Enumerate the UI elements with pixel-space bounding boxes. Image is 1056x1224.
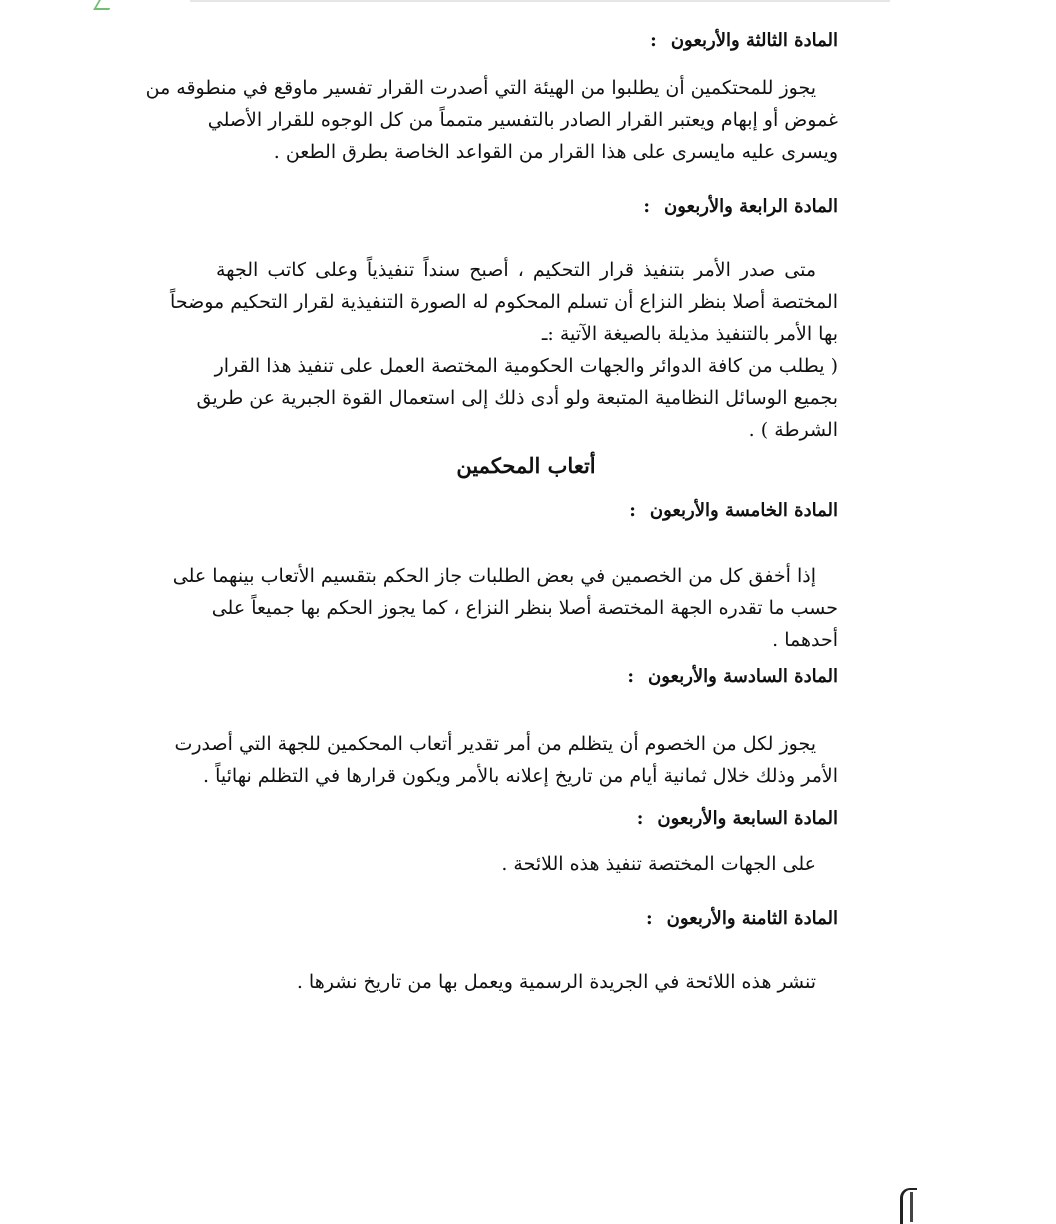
article-45-body: إذا أخفق كل من الخصمين في بعض الطلبات جاز الحكم بتقسيم الأتعاب بينهما على حسب ما تقدره الجهة المختصة أصلا بنظر النزاع ، كما يجوز الحكم بها جميعاً على أحدهما .: [172, 565, 838, 651]
scan-edge-mark: [910, 1192, 913, 1222]
article-45-heading: المادة الخامسة والأربعون:: [629, 500, 838, 521]
article-43-heading: المادة الثالثة والأربعون:: [650, 30, 838, 51]
article-48-heading: المادة الثامنة والأربعون:: [646, 908, 838, 929]
scan-bracket-mark: [900, 1188, 917, 1224]
article-44-body: متى صدر الأمر بتنفيذ قرار التحكيم ، أصبح سنداً تنفيذياً وعلى كاتب الجهة المختصة أصلا بنظر النزاع أن تسلم المحكوم له الصورة التنفيذية لقرار التحكيم موضحاً بها الأمر بالتنفيذ مذيلة بالصيغة الآتية :ـ ( يطلب من كافة الدوائر والجهات الحكومية المختصة العمل على تنفيذ هذا القرار بجميع الوسائل النظامية المتبعة ولو أدى ذلك إلى استعمال القوة الجبرية عن طريق الشرطة ) .: [170, 259, 838, 441]
article-43-body: يجوز للمحتكمين أن يطلبوا من الهيئة التي أصدرت القرار تفسير ماوقع في منطوقه من غموض أو إبهام ويعتبر القرار الصادر بالتفسير متمماً من كل الوجوه للقرار الأصلي ويسرى عليه مايسرى على هذا القرار من القواعد الخاصة بطرق الطعن .: [145, 77, 838, 163]
scan-top-edge: [190, 0, 890, 2]
section-title: أتعاب المحكمين: [456, 453, 596, 478]
scan-corner-mark: [93, 0, 115, 10]
article-47-heading: المادة السابعة والأربعون:: [636, 808, 838, 829]
article-48-body: تنشر هذه اللائحة في الجريدة الرسمية ويعمل بها من تاريخ نشرها .: [296, 971, 816, 993]
article-46-heading: المادة السادسة والأربعون:: [627, 666, 838, 687]
article-44-heading: المادة الرابعة والأربعون:: [643, 196, 838, 217]
article-47-body: على الجهات المختصة تنفيذ هذه اللائحة .: [501, 853, 816, 875]
article-46-body: يجوز لكل من الخصوم أن يتظلم من أمر تقدير أتعاب المحكمين للجهة التي أصدرت الأمر وذلك خلال ثمانية أيام من تاريخ إعلانه بالأمر ويكون قرارها في التظلم نهائياً .: [174, 733, 838, 787]
